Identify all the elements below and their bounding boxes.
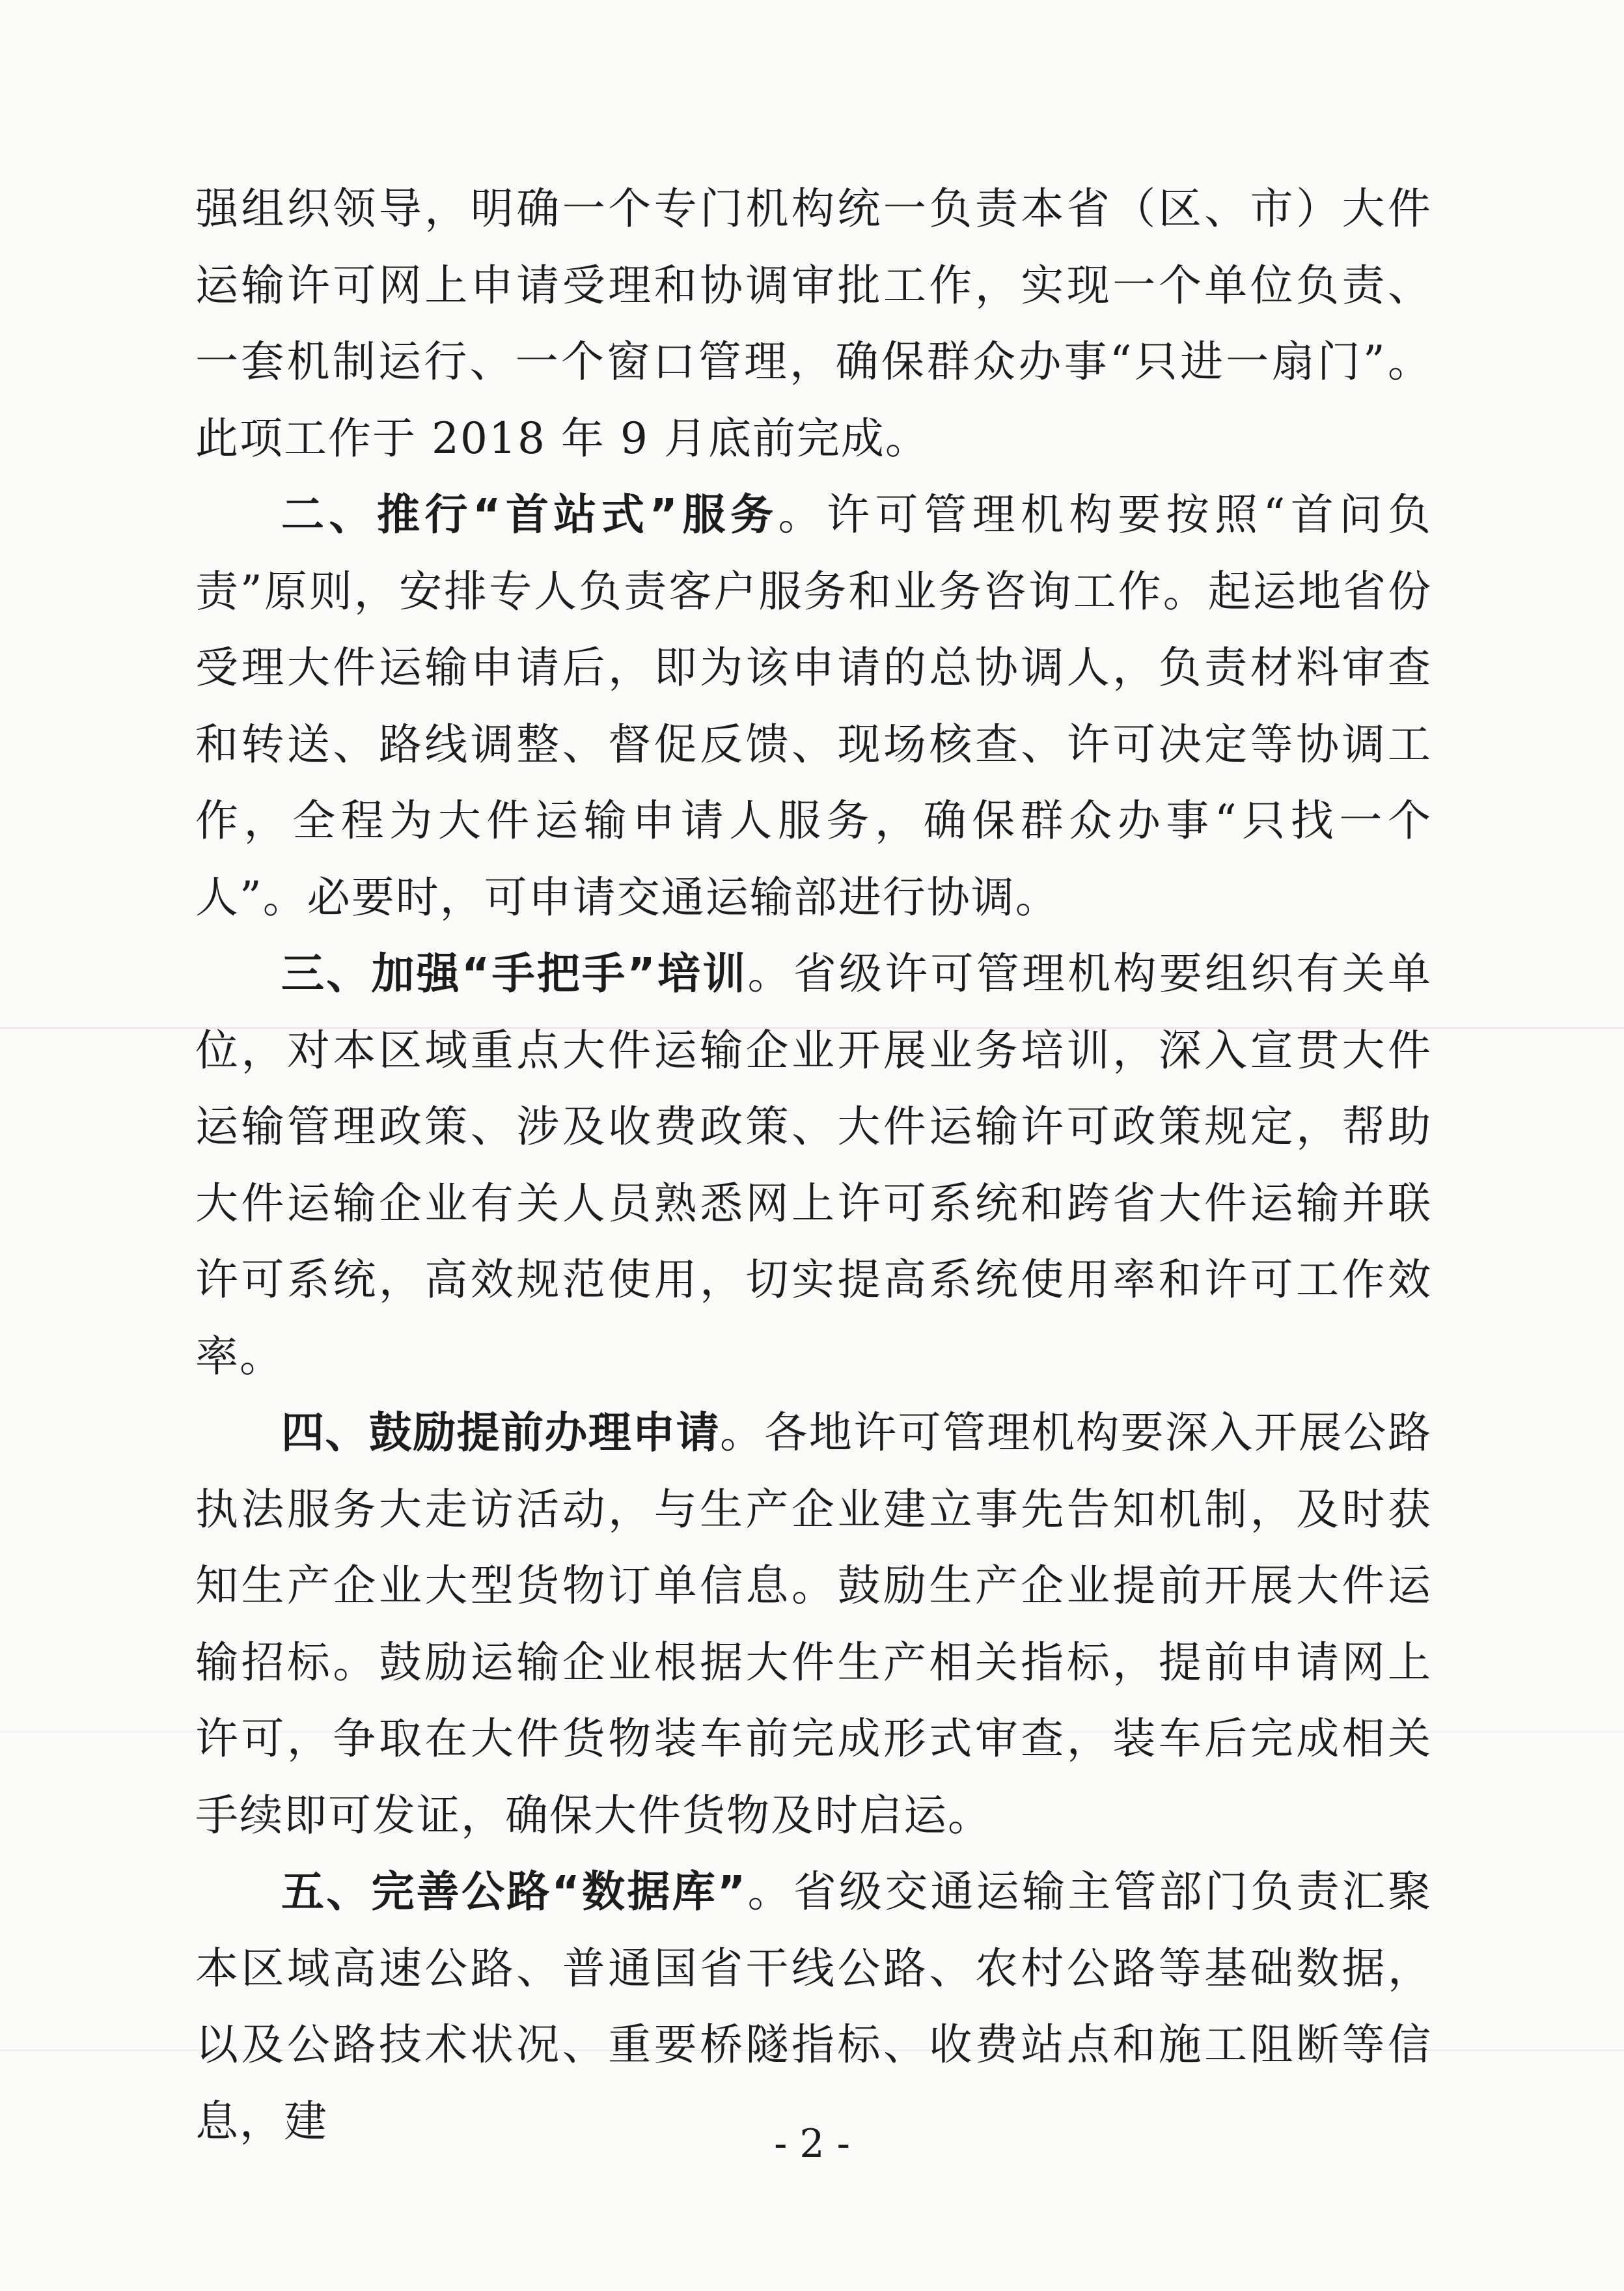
section-heading: 二、推行“首站式”服务 <box>281 490 778 540</box>
paragraph-text: 。许可管理机构要按照“首问负责”原则，安排专人负责客户服务和业务咨询工作。起运地省份受理大件运输申请后，即为该申请的总协调人，负责材料审查和转送、路线调整、督促反馈、现场核查、许可决定等协调工作，全程为大件运输申请人服务，确保群众办事“只找一个人”。必要时，可申请交通运输部进行协调。 <box>195 490 1432 923</box>
document-body <box>195 171 1432 2159</box>
paragraph-section-5 <box>195 1854 1432 2159</box>
paragraph-text: 强组织领导，明确一个专门机构统一负责本省（区、市）大件运输许可网上申请受理和协调审批工作，实现一个单位负责、一套机制运行、一个窗口管理，确保群众办事“只进一扇门”。此项工作于 2018 年 9 月底前完成。 <box>195 184 1432 464</box>
paragraph-continuation <box>195 171 1432 477</box>
paragraph-section-4 <box>195 1395 1432 1854</box>
paragraph-section-3 <box>195 936 1432 1395</box>
section-heading: 五、完善公路“数据库” <box>281 1867 747 1917</box>
section-heading: 三、加强“手把手”培训 <box>281 949 748 999</box>
paragraph-text: 。各地许可管理机构要深入开展公路执法服务大走访活动，与生产企业建立事先告知机制，及时获知生产企业大型货物订单信息。鼓励生产企业提前开展大件运输招标。鼓励运输企业根据大件生产相关指标，提前申请网上许可，争取在大件货物装车前完成形式审查，装车后完成相关手续即可发证，确保大件货物及时启运。 <box>195 1408 1432 1840</box>
page-number: - 2 - <box>774 2121 850 2167</box>
paragraph-text: 。省级交通运输主管部门负责汇聚本区域高速公路、普通国省干线公路、农村公路等基础数据，以及公路技术状况、重要桥隧指标、收费站点和施工阻断等信息，建 <box>195 1867 1432 2146</box>
paragraph-text: 。省级许可管理机构要组织有关单位，对本区域重点大件运输企业开展业务培训，深入宣贯大件运输管理政策、涉及收费政策、大件运输许可政策规定，帮助大件运输企业有关人员熟悉网上许可系统和跨省大件运输并联许可系统，高效规范使用，切实提高系统使用率和许可工作效率。 <box>195 949 1432 1382</box>
paragraph-section-2 <box>195 477 1432 936</box>
section-heading: 四、鼓励提前办理申请 <box>281 1408 720 1458</box>
